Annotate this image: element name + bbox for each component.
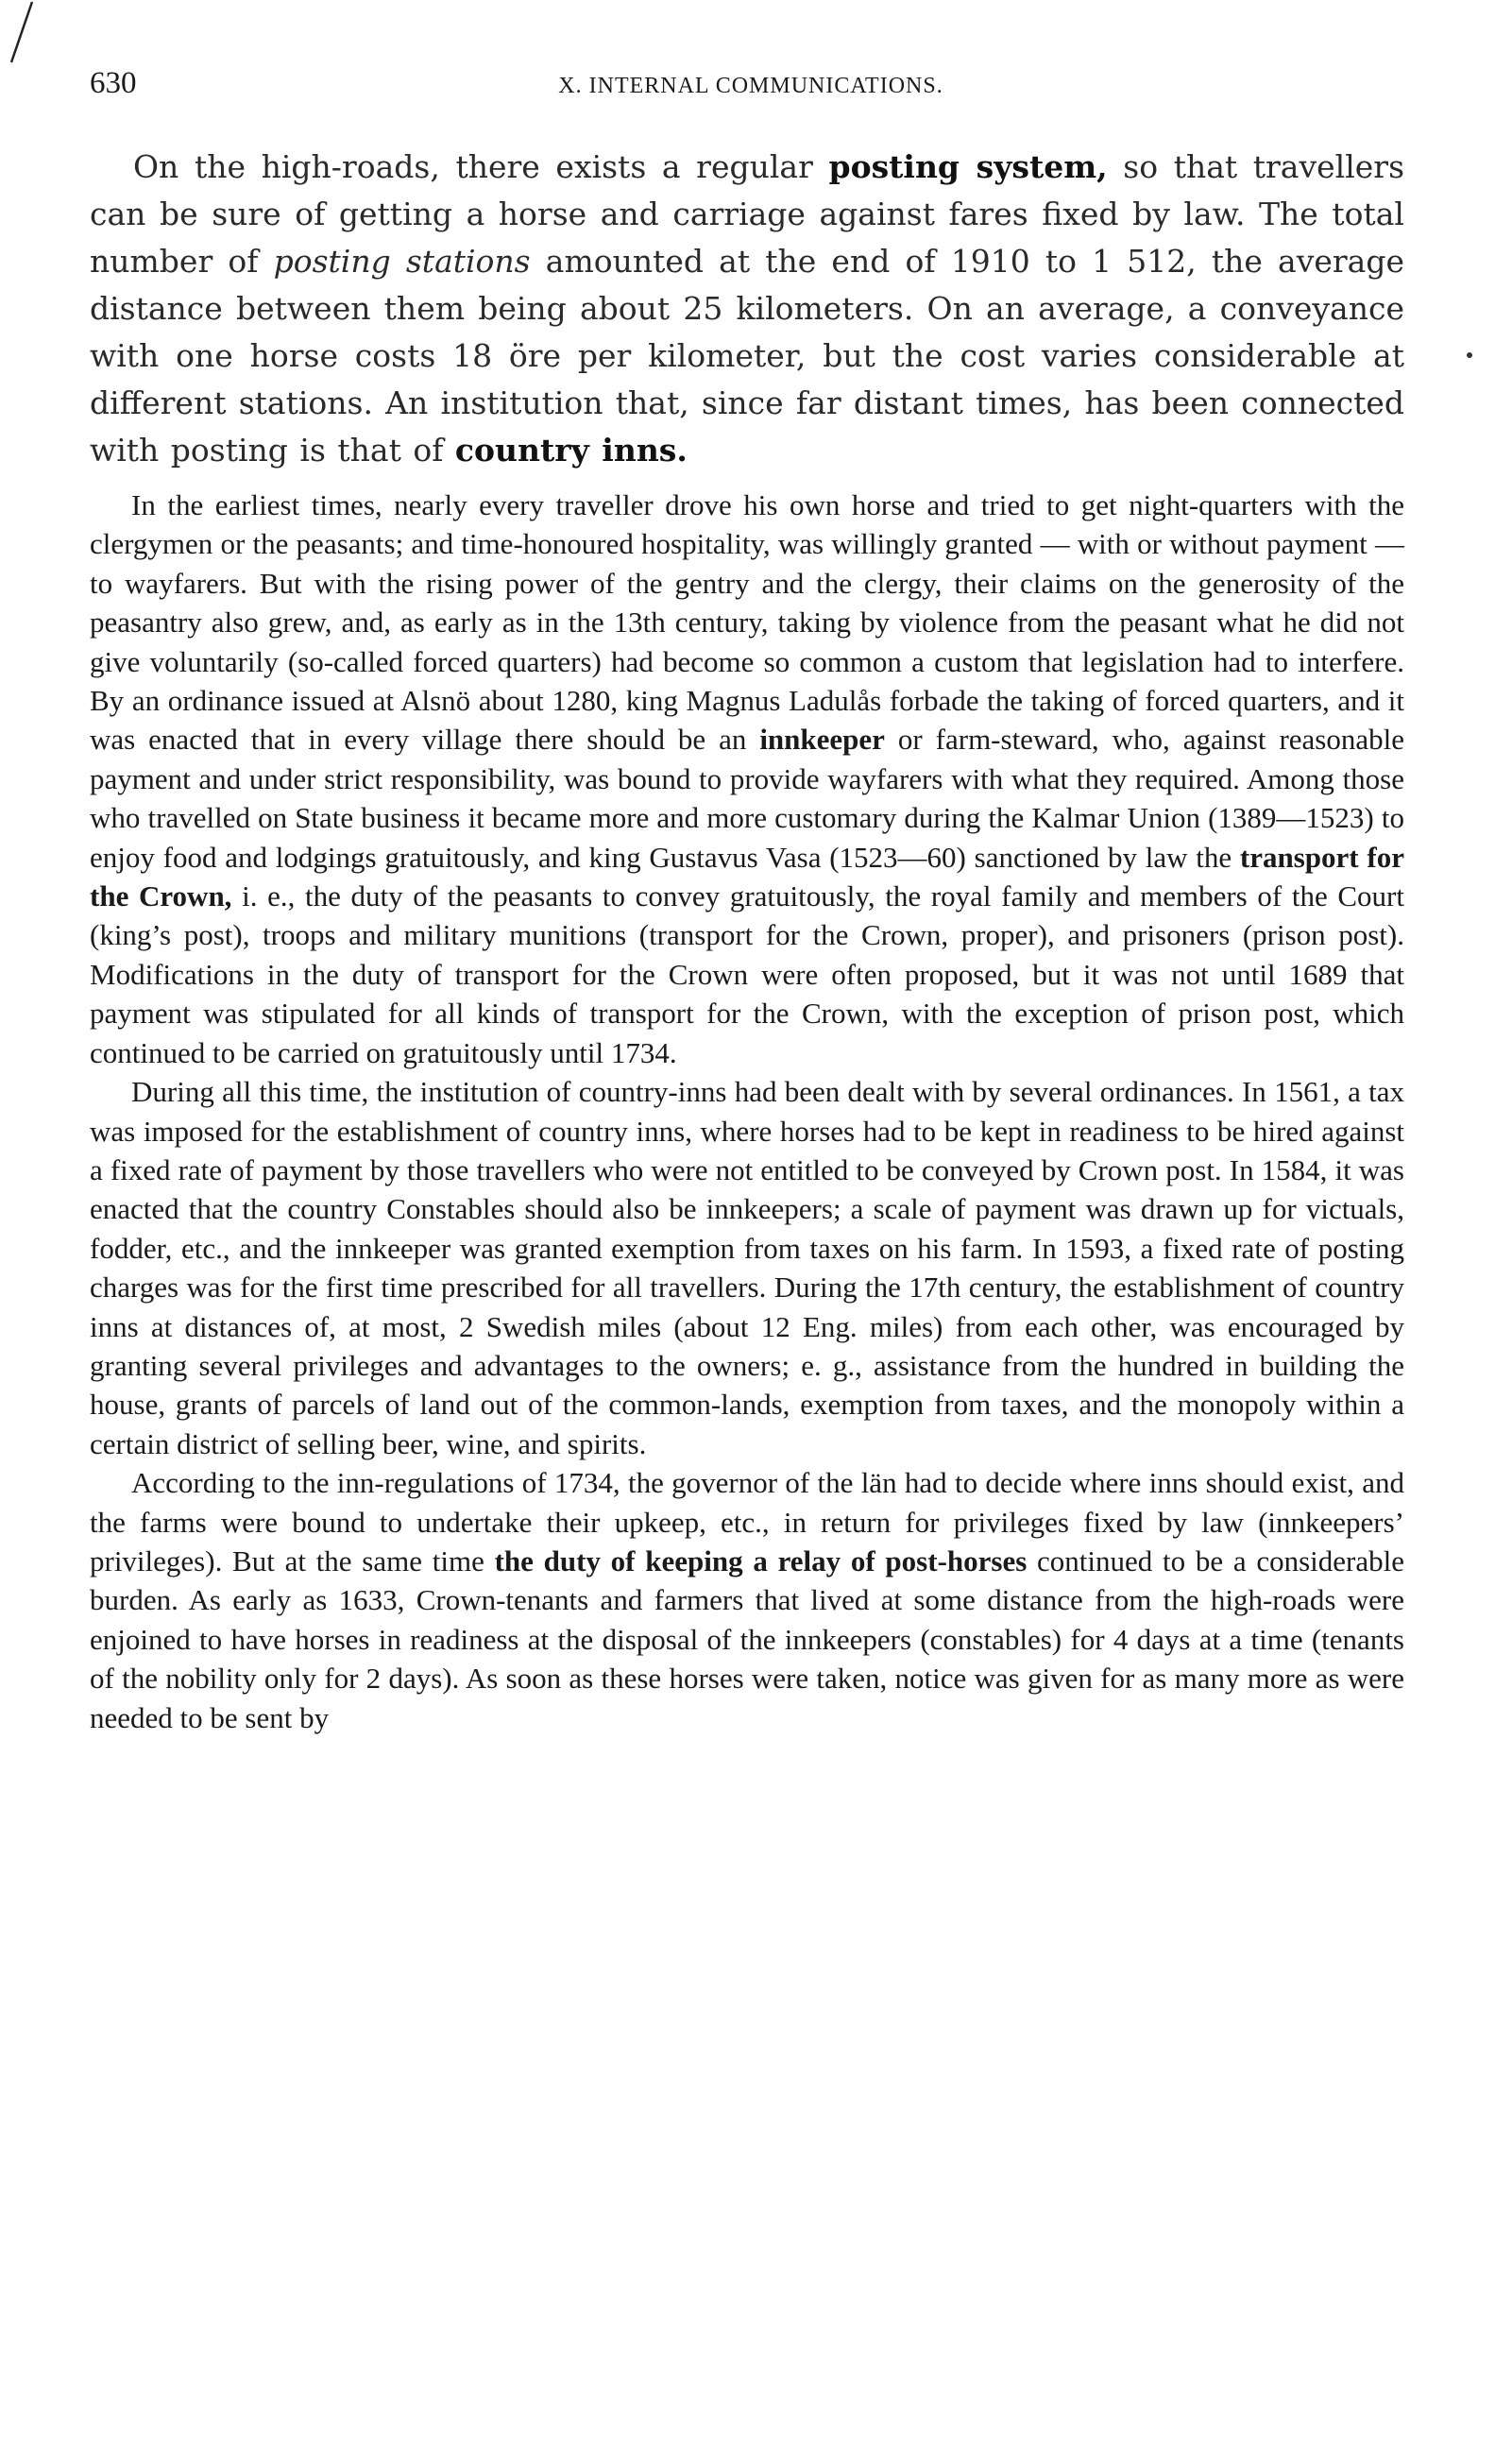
running-title: X. INTERNAL COMMUNICATIONS.	[558, 74, 943, 98]
page-number: 630	[90, 66, 137, 100]
term-relay-of-post-horses: the duty of keeping a relay of post-horses	[494, 1544, 1028, 1578]
paragraph-inn-regulations: According to the inn-regulations of 1734, the governor of the län had to decide where inns should exist, and the farms were bound to undertake their upkeep, etc., in return for privileges fixed by law (innkeepers’ privileges). But at the same time the duty of keeping a relay of post-horses continued to be a considerable burden. As early as 1633, Crown-tenants and farmers that lived at some distance from the high-roads were enjoined to have horses in readiness at the disposal of the innkeepers (constables) for 4 days at a time (tenants of the nobility only for 2 days). As soon as these horses were taken, notice was given for as many more as were needed to be sent by	[90, 1466, 1404, 1734]
body-text	[90, 144, 1404, 1737]
paragraph-country-inns: During all this time, the institution of country-inns had been dealt with by several ordinances. In 1561, a tax was imposed for the establishment of country inns, where horses had to be kept in readiness to be hired against a fixed rate of payment by those travellers who were not entitled to be conveyed by Crown post. In 1584, it was enacted that the country Constables should also be innkeepers; a scale of payment was drawn up for victuals, fodder, etc., and the innkeeper was granted exemption from taxes on his farm. In 1593, a fixed rate of posting charges was for the first time prescribed for all travellers. During the 17th century, the establishment of country inns at distances of, at most, 2 Swedish miles (about 12 Eng. miles) from each other, was encouraged by granting several privileges and advantages to the owners; e. g., assistance from the hundred in building the house, grants of parcels of land out of the common-lands, exemption from taxes, and the monopoly within a certain district of selling beer, wine, and spirits.	[90, 1075, 1404, 1460]
term-posting-system: posting system,	[828, 148, 1108, 185]
term-country-inns: country inns.	[454, 432, 688, 469]
margin-dot-mark	[1467, 352, 1472, 358]
term-posting-stations: posting stations	[273, 243, 531, 280]
margin-slash-mark	[4, 0, 42, 66]
paragraph-posting-system: On the high-roads, there exists a regular posting system, so that travellers can be sure of getting a horse and carriage against fares fixed by law. The total number of posting stations amounted at the end of 1910 to 1 512, the average distance between them being about 25 kilometers. On an average, a conveyance with one horse costs 18 öre per kilometer, but the cost varies considerable at different stations. An institution that, since far distant times, has been connected with posting is that of country inns.	[90, 148, 1404, 469]
term-innkeeper: innkeeper	[759, 723, 885, 757]
paragraph-history: In the earliest times, nearly every traveller drove his own horse and tried to get night-quarters with the clergymen or the peasants; and time-honoured hospitality, was willingly granted — with or without payment — to wayfarers. But with the rising power of the gentry and the clergy, their claims on the generosity of the peasantry also grew, and, as early as in the 13th century, taking by violence from the peasant what he did not give voluntarily (so-called forced quarters) had become so common a custom that legislation had to interfere. By an ordinance issued at Alsnö about 1280, king Magnus Ladulås forbade the taking of forced quarters, and it was enacted that in every village there should be an innkeeper or farm-steward, who, against reasonable payment and under strict responsibility, was bound to provide wayfarers with what they required. Among those who travelled on State business it became more and more customary during the Kalmar Union (1389—1523) to enjoy food and lodgings gratuitously, and king Gustavus Vasa (1523—60) sanctioned by law the transport for the Crown, i. e., the duty of the peasants to convey gratuitously, the royal family and members of the Court (king’s post), troops and military munitions (transport for the Crown, proper), and prisoners (prison post). Modifications in the duty of transport for the Crown were often proposed, but it was not until 1689 that payment was stipulated for all kinds of transport for the Crown, with the exception of prison post, which continued to be carried on gratuitously until 1734.	[90, 488, 1404, 1069]
page-header	[90, 66, 1412, 113]
term-transport-for-the-crown: transport for the Crown,	[90, 840, 1404, 913]
